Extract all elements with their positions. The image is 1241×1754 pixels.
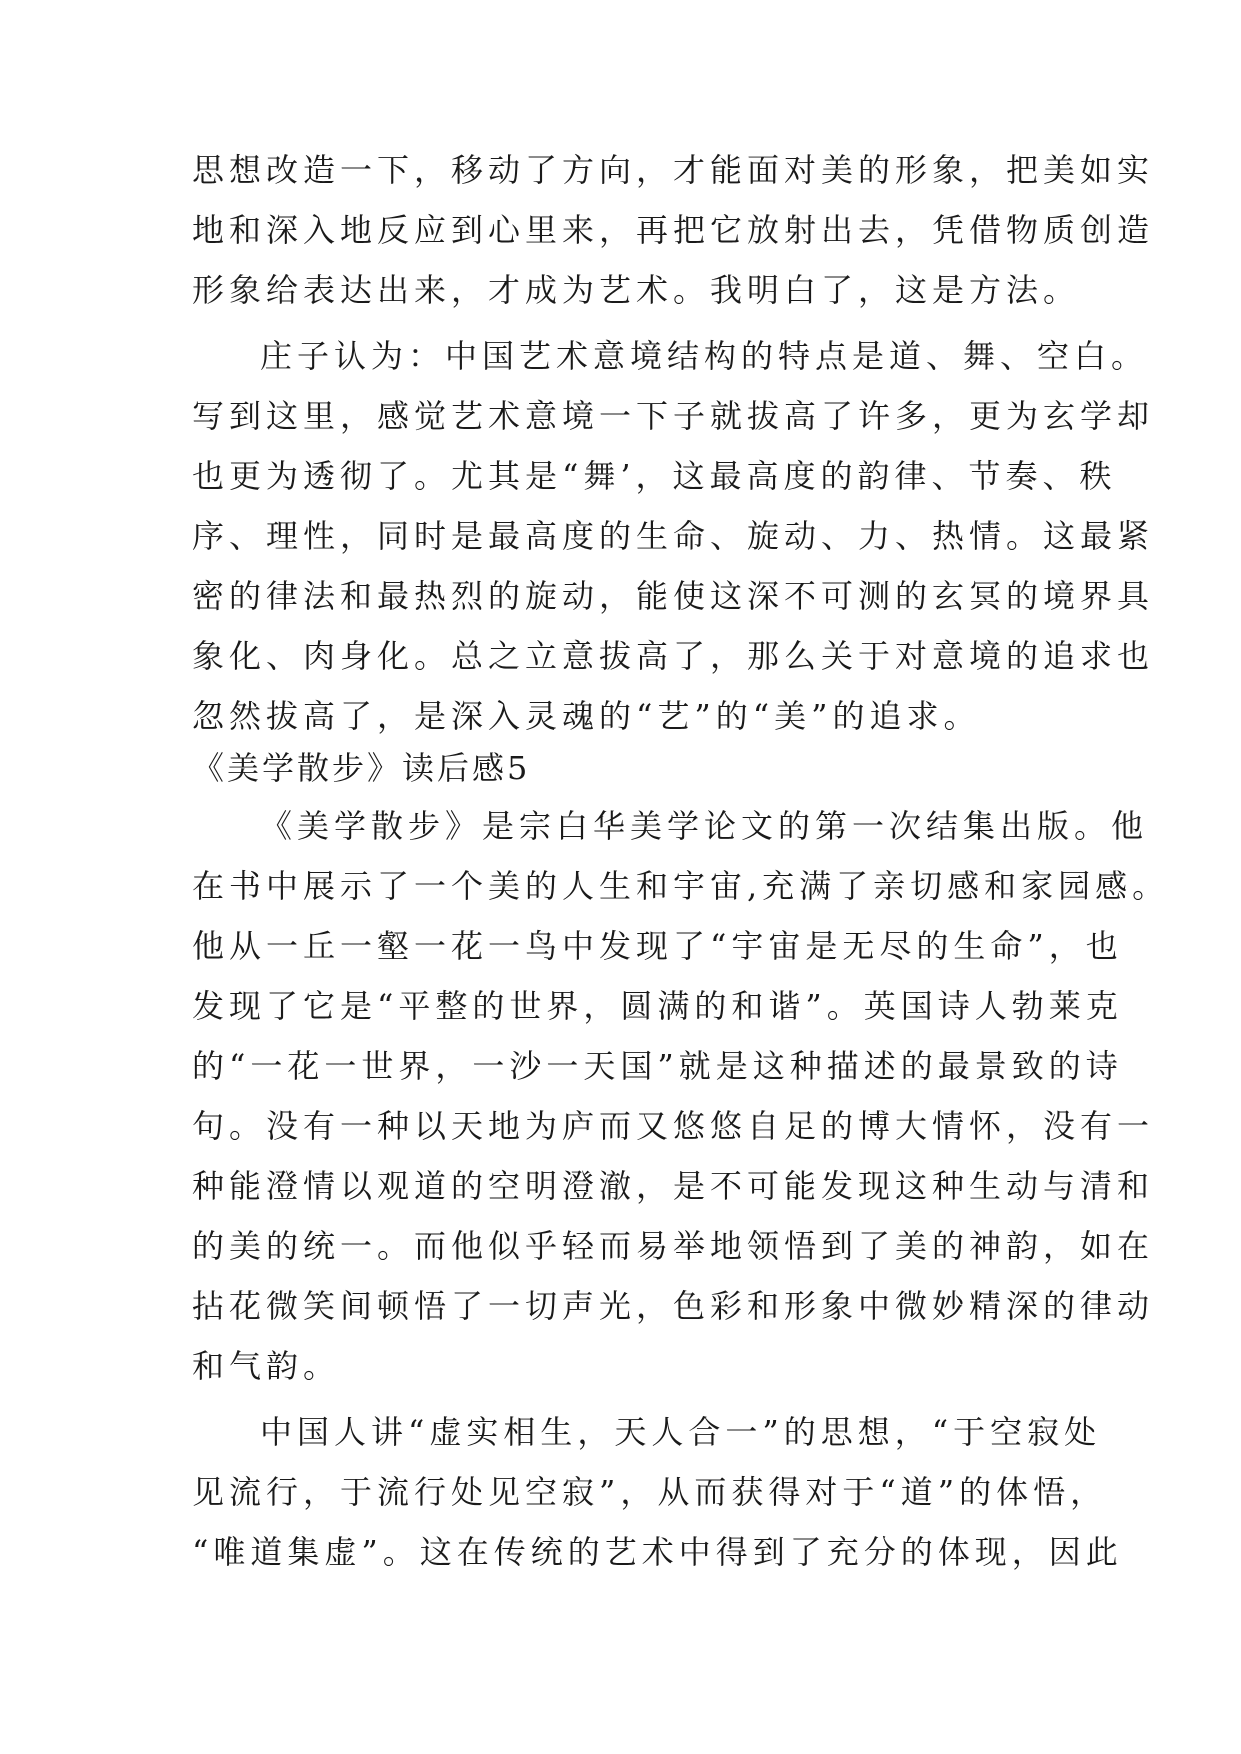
paragraph-line: 拈花微笑间顿悟了一切声光，色彩和形象中微妙精深的律动 [192,1287,1155,1325]
paragraph-line: “唯道集虚”。这在传统的艺术中得到了充分的体现，因此 [192,1533,1123,1571]
paragraph-line: 他从一丘一壑一花一鸟中发现了“宇宙是无尽的生命”，也 [192,927,1123,965]
paragraph-line: 中国人讲“虚实相生，天人合一”的思想，“于空寂处 [260,1413,1102,1451]
paragraph-line: 《美学散步》是宗白华美学论文的第一次结集出版。他 [260,807,1149,845]
paragraph-line: 也更为透彻了。尤其是“舞’，这最高度的韵律、节奏、秩 [192,457,1117,495]
paragraph-line: 句。没有一种以天地为庐而又悠悠自足的博大情怀，没有一 [192,1107,1155,1145]
section-heading: 《美学散步》读后感5 [192,749,531,787]
paragraph-line: 象化、肉身化。总之立意拔高了，那么关于对意境的追求也 [192,637,1155,675]
paragraph-line: 序、理性，同时是最高度的生命、旋动、力、热情。这最紧 [192,517,1155,555]
paragraph-line: 发现了它是“平整的世界，圆满的和谐”。英国诗人勃莱克 [192,987,1123,1025]
paragraph-line: 密的律法和最热烈的旋动，能使这深不可测的玄冥的境界具 [192,577,1155,615]
paragraph-line: 庄子认为：中国艺术意境结构的特点是道、舞、空白。 [260,337,1149,375]
paragraph-line: 种能澄情以观道的空明澄澈，是不可能发现这种生动与清和 [192,1167,1155,1205]
paragraph-line: 地和深入地反应到心里来，再把它放射出去，凭借物质创造 [192,211,1155,249]
paragraph-line: 的美的统一。而他似乎轻而易举地领悟到了美的神韵，如在 [192,1227,1155,1265]
paragraph-line: 形象给表达出来，才成为艺术。我明白了，这是方法。 [192,271,1081,309]
paragraph-line: 和气韵。 [192,1347,341,1385]
paragraph-line: 见流行，于流行处见空寂”，从而获得对于“道”的体悟， [192,1473,1108,1511]
paragraph-line: 忽然拔高了，是深入灵魂的“艺”的“美”的追求。 [192,697,981,735]
paragraph-line: 思想改造一下，移动了方向，才能面对美的形象，把美如实 [192,151,1155,189]
paragraph-line: 在书中展示了一个美的人生和宇宙,充满了亲切感和家园感。 [192,867,1170,905]
paragraph-line: 的“一花一世界，一沙一天国”就是这种描述的最景致的诗 [192,1047,1123,1085]
paragraph-line: 写到这里，感觉艺术意境一下子就拔高了许多，更为玄学却 [192,397,1155,435]
